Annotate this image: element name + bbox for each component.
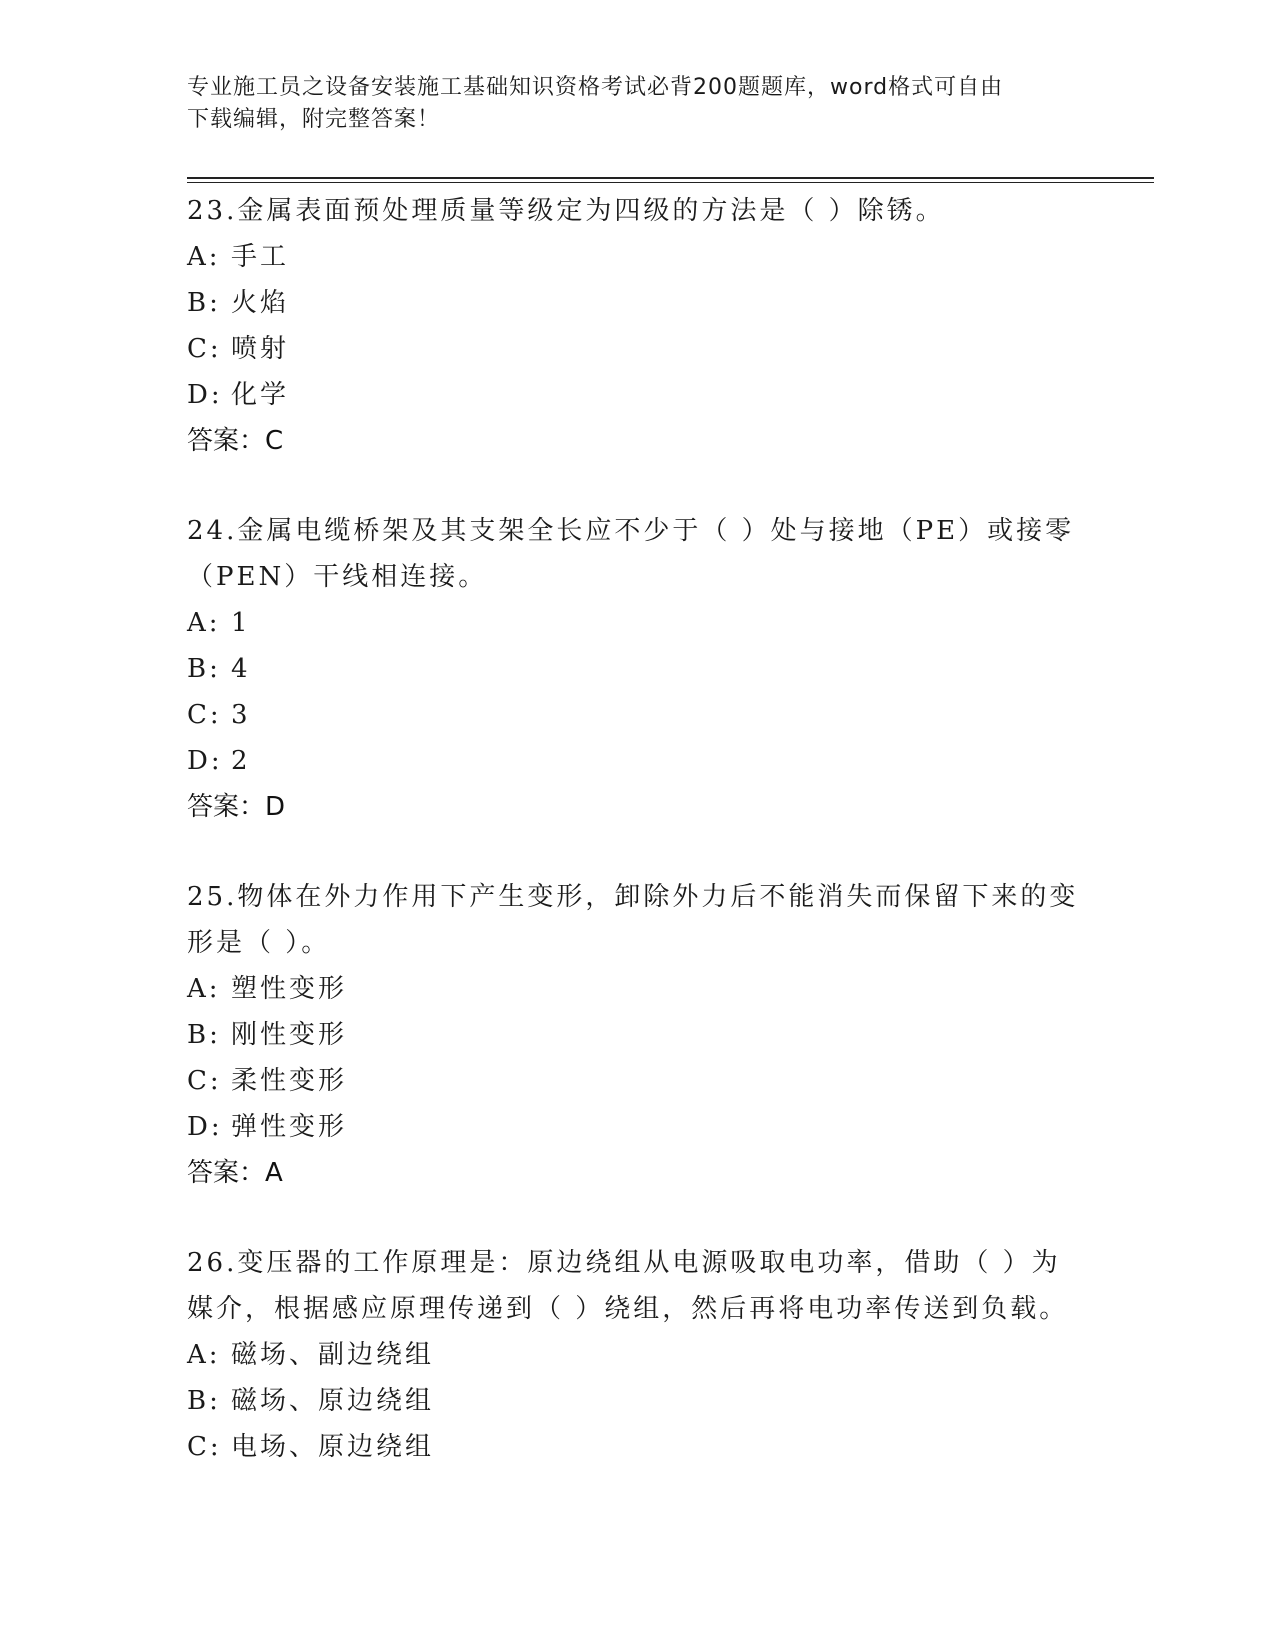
option-text: 喷射 [231,334,290,364]
question-option [187,1104,1087,1150]
question-option [187,1332,1087,1378]
option-letter: A: [187,1340,221,1370]
option-letter: D: [187,1112,223,1142]
question-item [187,1240,1087,1470]
option-text: 4 [231,654,251,684]
question-option [187,966,1087,1012]
question-option [187,1378,1087,1424]
option-text: 电场、原边绕组 [231,1432,435,1462]
option-text: 刚性变形 [231,1020,348,1050]
document-header [187,72,1087,136]
question-item [187,188,1087,464]
option-text: 塑性变形 [231,974,348,1004]
option-letter: C: [187,1432,222,1462]
question-answer: 答案：A [187,1158,283,1188]
question-answer: 答案：C [187,426,284,456]
question-option [187,600,1087,646]
option-text: 火焰 [231,288,290,318]
question-option [187,280,1087,326]
question-option [187,326,1087,372]
option-letter: A: [187,242,221,272]
question-option [187,1424,1087,1470]
option-text: 弹性变形 [231,1112,348,1142]
option-text: 化学 [231,380,290,410]
option-text: 1 [231,608,251,638]
option-letter: B: [187,288,221,318]
option-letter: C: [187,1066,222,1096]
option-letter: C: [187,334,222,364]
option-text: 磁场、原边绕组 [231,1386,435,1416]
option-letter: A: [187,974,221,1004]
question-option [187,692,1087,738]
option-letter: B: [187,1386,221,1416]
option-text: 3 [231,700,251,730]
question-option [187,738,1087,784]
question-item [187,874,1087,1196]
question-item [187,508,1087,830]
header-divider-thin [187,182,1154,183]
question-stem: 24.金属电缆桥架及其支架全长应不少于（ ）处与接地（PE）或接零（PEN）干线相连接。 [187,516,1075,592]
question-option [187,1058,1087,1104]
question-option [187,234,1087,280]
option-text: 2 [231,746,251,776]
header-line-2: 下载编辑，附完整答案！ [187,107,441,132]
question-option [187,372,1087,418]
question-list [187,188,1087,1514]
option-text: 柔性变形 [231,1066,348,1096]
question-answer: 答案：D [187,792,286,822]
question-option [187,646,1087,692]
question-stem: 26.变压器的工作原理是：原边绕组从电源吸取电功率，借助（ ）为媒介，根据感应原理传递到（ ）绕组，然后再将电功率传送到负载。 [187,1248,1069,1324]
option-letter: B: [187,1020,221,1050]
header-line-1: 专业施工员之设备安装施工基础知识资格考试必背200题题库，word格式可自由 [187,75,1004,100]
header-divider-thick [187,177,1154,179]
option-text: 手工 [231,242,290,272]
question-option [187,1012,1087,1058]
option-letter: C: [187,700,222,730]
question-stem: 23.金属表面预处理质量等级定为四级的方法是（ ）除锈。 [187,196,945,226]
question-stem: 25.物体在外力作用下产生变形，卸除外力后不能消失而保留下来的变形是（ ）。 [187,882,1079,958]
option-text: 磁场、副边绕组 [231,1340,435,1370]
option-letter: A: [187,608,221,638]
option-letter: D: [187,746,223,776]
option-letter: D: [187,380,223,410]
option-letter: B: [187,654,221,684]
